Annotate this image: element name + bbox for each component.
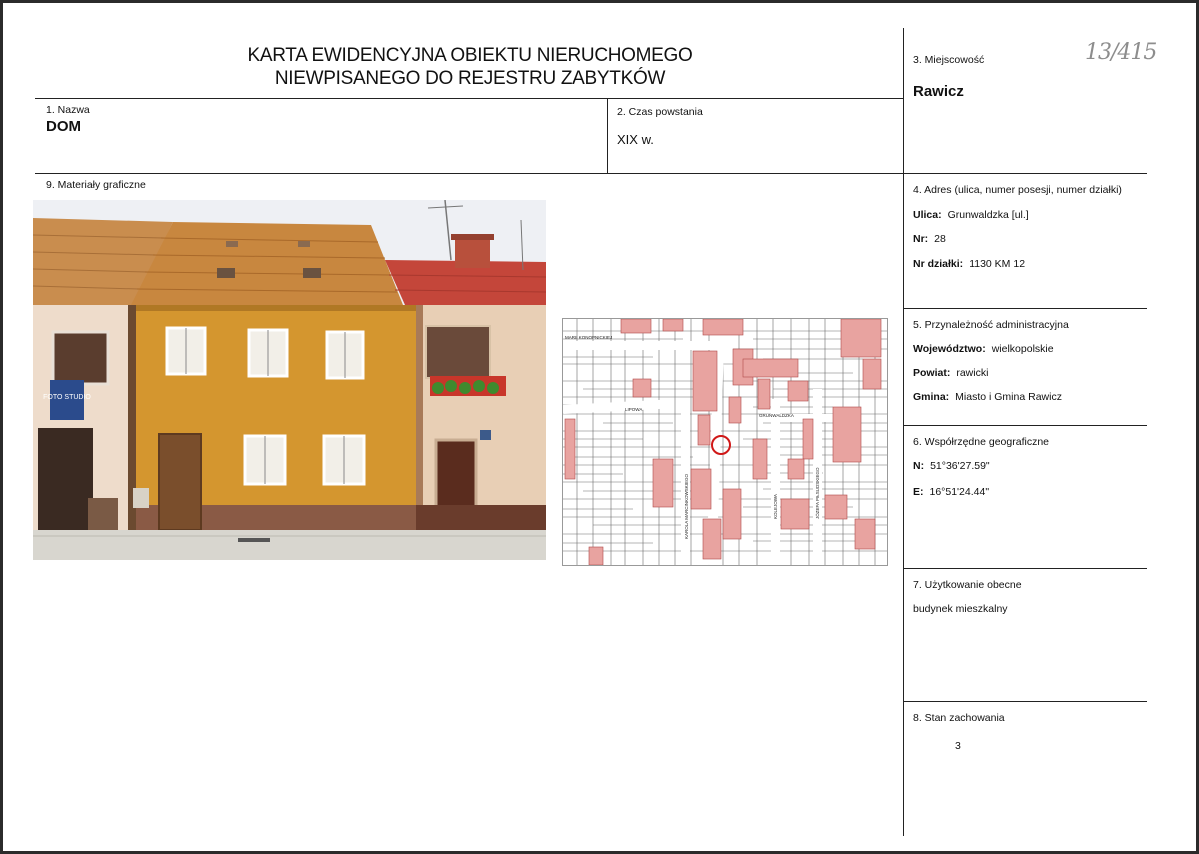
plot-label: Nr działki: [913, 258, 964, 270]
divider-name-time [607, 99, 608, 173]
locality-value: Rawicz [913, 83, 964, 100]
house-photo [33, 200, 546, 560]
usage-value: budynek mieszkalny [913, 603, 1008, 615]
house-photo-drawing [33, 200, 546, 560]
locality-label: 3. Miejscowość [913, 54, 985, 66]
time-value: XIX w. [617, 132, 654, 147]
photo-sign: FOTO STUDIO [43, 394, 91, 401]
document-title [150, 44, 790, 90]
map-street-grunwaldzka: GRUNWALDZKA [759, 413, 794, 418]
commune-value: Miasto i Gmina Rawicz [955, 391, 1062, 403]
number-row [913, 233, 946, 245]
voivodeship-row [913, 343, 1054, 355]
latitude-label: N: [913, 460, 925, 472]
longitude-row [913, 486, 989, 498]
divider-section7-bottom [903, 701, 1147, 702]
commune-row [913, 391, 1062, 403]
coords-label: 6. Współrzędne geograficzne [913, 436, 1049, 448]
longitude-value: 16°51'24.44" [929, 486, 990, 498]
usage-label: 7. Użytkowanie obecne [913, 579, 1022, 591]
county-label: Powiat: [913, 367, 951, 379]
title-line-2: NIEWPISANEGO DO REJESTRU ZABYTKÓW [274, 68, 666, 89]
divider-title-bottom [35, 98, 903, 99]
admin-label: 5. Przynależność administracyjna [913, 319, 1069, 331]
graphics-label: 9. Materiały graficzne [46, 179, 146, 191]
divider-section4-bottom [903, 308, 1147, 309]
voivodeship-value: wielkopolskie [991, 343, 1054, 355]
cadastral-map-drawing [563, 319, 887, 565]
latitude-value: 51°36'27.59" [930, 460, 990, 472]
street-row [913, 209, 1029, 221]
divider-section5-bottom [903, 425, 1147, 426]
title-line-1: KARTA EWIDENCYJNA OBIEKTU NIERUCHOMEGO [247, 45, 693, 66]
longitude-label: E: [913, 486, 924, 498]
map-street-kolejowa: KOLEJOWA [773, 494, 778, 519]
name-value: DOM [46, 118, 81, 135]
condition-label: 8. Stan zachowania [913, 712, 1005, 724]
time-label: 2. Czas powstania [617, 106, 703, 118]
divider-section6-bottom [903, 568, 1147, 569]
divider-main-vertical [903, 28, 904, 836]
map-street-pilsudskiego: JÓZEFA PIŁSUDSKIEGO [815, 467, 820, 519]
plot-row [913, 258, 1025, 270]
cadastral-map [562, 318, 888, 566]
condition-value: 3 [955, 740, 961, 752]
county-row [913, 367, 988, 379]
number-value: 28 [934, 233, 946, 245]
divider-row1-bottom [35, 173, 1147, 174]
map-street-lipowa: LIPOWA [625, 407, 643, 412]
map-street-konopnicka: MARII KONOPNICKIEJ [565, 335, 613, 340]
map-street-marcinkowskiego: KAROLA MARCINKOWSKIEGO [684, 473, 689, 539]
name-label: 1. Nazwa [46, 104, 90, 116]
latitude-row [913, 460, 990, 472]
address-label: 4. Adres (ulica, numer posesji, numer działki) [913, 184, 1122, 196]
voivodeship-label: Województwo: [913, 343, 986, 355]
commune-label: Gmina: [913, 391, 950, 403]
street-label: Ulica: [913, 209, 942, 221]
county-value: rawicki [956, 367, 989, 379]
street-value: Grunwaldzka [ul.] [947, 209, 1029, 221]
plot-value: 1130 KM 12 [969, 258, 1026, 270]
handwritten-number: 13/415 [1085, 40, 1157, 65]
number-label: Nr: [913, 233, 929, 245]
